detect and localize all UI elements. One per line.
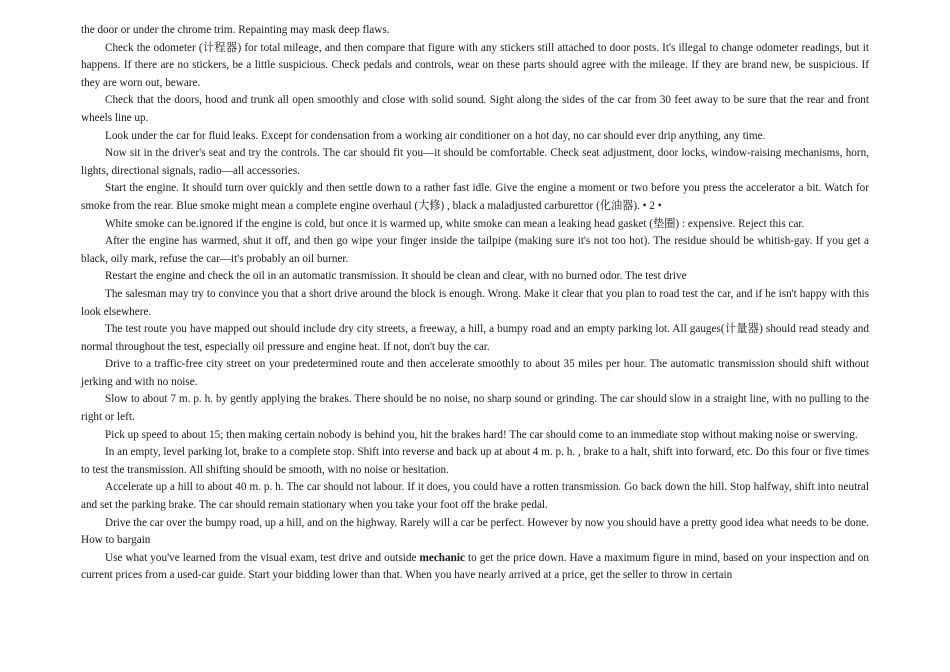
paragraph: Accelerate up a hill to about 40 m. p. h. The car should not labour. If it does, you could have a rotten transmission. Go back down the hill. Stop halfway, shift into neutral and set the parking brake. The car should remain stationary when you take your foot off the brake pedal.	[81, 481, 869, 512]
paragraph: Drive to a traffic-free city street on your predetermined route and then accelerate smoothly to about 35 miles per hour. The automatic transmission should shift without jerking and with no noise.	[81, 358, 869, 388]
paragraph-last	[81, 550, 869, 585]
paragraph: the door or under the chrome trim. Repainting may mask deep flaws.	[81, 24, 390, 36]
paragraph: The test route you have mapped out should include dry city streets, a freeway, a hill, a bumpy road and an empty parking lot. All gauges(计量器) should read steady and normal throughout the test, especially oil pressure and engine heat. If not, don't buy the car.	[81, 323, 869, 353]
paragraph: After the engine has warmed, shut it off, and then go wipe your finger inside the tailpipe (making sure it's not too hot). The residue should be whitish-gay. If you get a black, oily mark, refuse the car—it's probably an oil burner.	[81, 235, 869, 265]
paragraph-text-after: to get the price down. Have a maximum figure in mind, based on your inspection and on current prices from a used-car guide. Start your bidding lower than that. When you have nearly arrived at a price, get the seller to throw in certain	[81, 551, 869, 582]
paragraph: Check the odometer (计程器) for total mileage, and then compare that figure with any stickers still attached to door posts. It's illegal to change odometer readings, but it happens. If there are no stickers, be a little suspicious. Check pedals and controls, wear on these parts should agree with the mileage. If they are brand new, be suspicious. If they are worn out, beware.	[81, 41, 869, 89]
paragraph: Restart the engine and check the oil in an automatic transmission. It should be clean and clear, with no burned odor. The test drive	[105, 270, 687, 283]
document-page	[81, 22, 869, 585]
paragraph: Check that the doors, hood and trunk all open smoothly and close with solid sound. Sight along the sides of the car from 30 feet away to be sure that the rear and front wheels line up.	[81, 94, 869, 124]
paragraph: Start the engine. It should turn over quickly and then settle down to a rather fast idle. Give the engine a moment or two before you press the accelerator a bit. Watch for smoke from the rear. Blue smoke might mean a complete engine overhaul (大修) , black a maladjusted carburettor (化油器). • 2 •	[81, 182, 869, 212]
paragraph: In an empty, level parking lot, brake to a complete stop. Shift into reverse and back up at about 4 m. p. h. , brake to a halt, shift into forward, etc. Do this four or five times to test the transmission. All shifting should be smooth, with no noise or hesitation.	[81, 446, 869, 476]
paragraph: Drive the car over the bumpy road, up a hill, and on the highway. Rarely will a car be perfect. However by now you should have a pretty good idea what needs to be done. How to bargain	[81, 516, 869, 547]
paragraph: Slow to about 7 m. p. h. by gently applying the brakes. There should be no noise, no sharp sound or grinding. The car should slow in a straight line, with no pulling to the right or left.	[81, 393, 869, 424]
paragraph: White smoke can be.ignored if the engine is cold, but once it is warmed up, white smoke can mean a leaking head gasket (垫圈) : expensive. Reject this car.	[105, 217, 805, 230]
paragraph: Pick up speed to about 15; then making certain nobody is behind you, hit the brakes hard! The car should come to an immediate stop without making noise or swerving.	[105, 428, 858, 441]
paragraph: Now sit in the driver's seat and try the controls. The car should fit you—it should be comfortable. Check seat adjustment, door locks, window-raising mechanisms, horn, lights, directional signals, radio—all accessories.	[81, 147, 869, 177]
bold-term: mechanic	[419, 551, 465, 564]
paragraph: Look under the car for fluid leaks. Except for condensation from a working air conditioner on a hot day, no car should ever drip anything, any time.	[105, 129, 766, 142]
paragraph-text-before: Use what you've learned from the visual exam, test drive and outside	[105, 551, 420, 564]
paragraph: The salesman may try to convince you that a short drive around the block is enough. Wrong. Make it clear that you plan to road test the car, and if he isn't happy with this look elsewhere.	[81, 287, 869, 318]
